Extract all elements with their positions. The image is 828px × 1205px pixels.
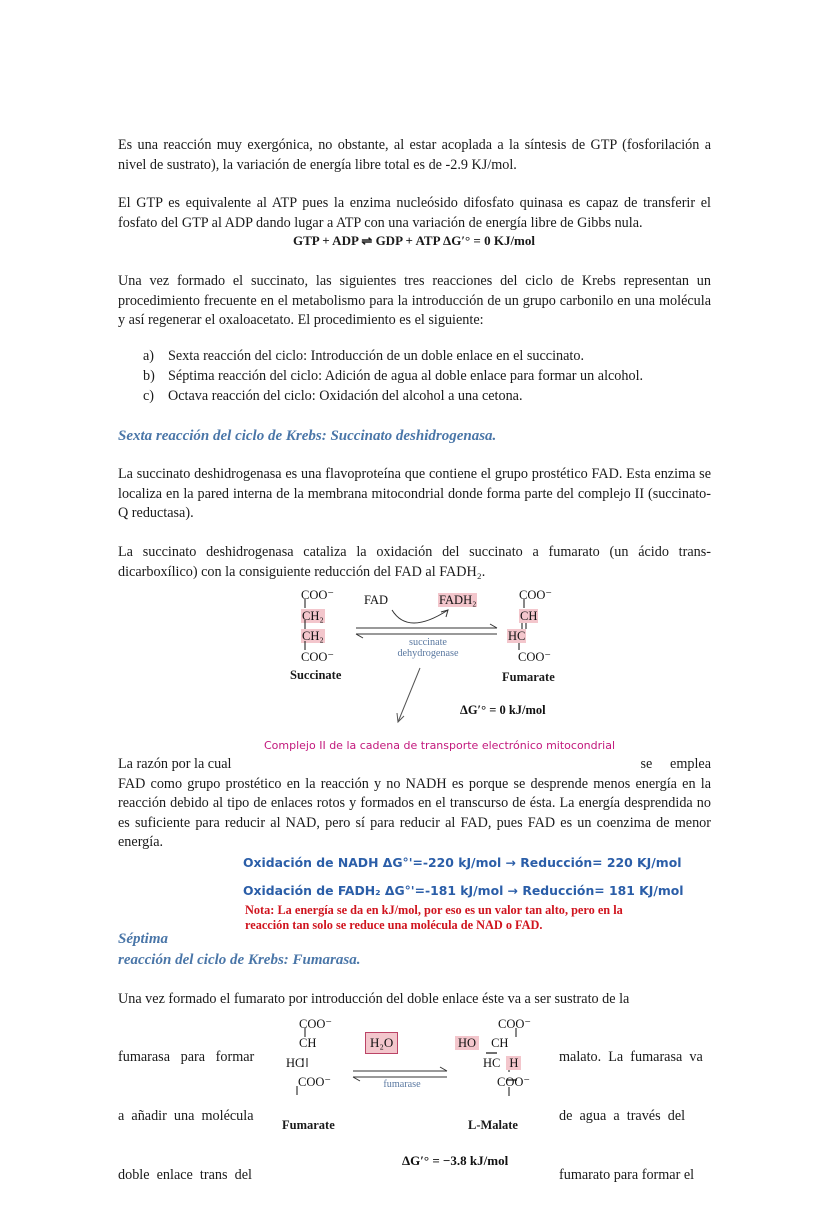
heading-septima: Séptima xyxy=(118,931,169,947)
list-item: b) Séptima reacción del ciclo: Adición de agua al doble enlace para formar un alcohol. xyxy=(143,368,644,385)
paragraph-fumarase-line1: Una vez formado el fumarato por introducción del doble enlace éste va a ser sustrato de la xyxy=(118,991,630,1007)
paragraph-gtp-atp: El GTP es equivalente al ATP pues la enzima nucleósido difosfato quinasa es capaz de transferir el fosfato del GTP al ADP dando lugar a ATP con una variación de energía libre de Gibbs nula. xyxy=(118,195,711,231)
water-label: H₂O xyxy=(365,1032,398,1054)
malate-label: L-Malate xyxy=(468,1118,518,1132)
fumarase-enzyme-label: fumarase xyxy=(383,1079,421,1090)
fumarate-label: Fumarate xyxy=(502,670,555,684)
succinate-label: Succinate xyxy=(290,668,342,682)
succinate-structure: COO⁻ CH₂ CH₂ COO⁻ xyxy=(301,588,334,665)
energy-nota: Nota: La energía se da en kJ/mol, por eso es un valor tan alto, pero en la reacción tan solo se reduce una molécula de NAD o FAD. xyxy=(245,903,623,933)
fumarate-structure-2: COO⁻ CH HC COO⁻ xyxy=(286,1017,332,1089)
paragraph-succinate-procedure: Una vez formado el succinato, las siguientes tres reacciones del ciclo de Krebs representan un procedimiento frecuente en el metabolismo para la introducción de un grupo carbonilo en una molécula y así regenerar el oxaloacetato. El procedimiento es el siguiente: xyxy=(118,273,711,329)
fadh2-oxidation-note: Oxidación de FADH₂ ΔG°'=-181 kJ/mol → Reducción= 181 KJ/mol xyxy=(243,883,684,898)
delta-g-fumarase: ΔG′° = −3.8 kJ/mol xyxy=(402,1153,509,1168)
complex-ii-annotation: Complejo II de la cadena de transporte electrónico mitocondrial xyxy=(264,739,616,752)
fad-label: FAD xyxy=(364,593,389,607)
gtp-equation: GTP + ADP ⇌ GDP + ATP ΔG′° = 0 KJ/mol xyxy=(292,233,535,248)
fadh2-label: FADH₂ xyxy=(439,593,477,607)
malate-structure: COO⁻ HO CH HC H COO⁻ xyxy=(455,1015,531,1092)
paragraph-fumarase-left: fumarasa para formar a añadir una molécula doble enlace trans del xyxy=(118,1049,255,1183)
enzyme-label: succinate dehydrogenase xyxy=(397,637,459,659)
paragraph-fumarase-right: malato. La fumarasa va de agua a través del fumarato para formar el xyxy=(559,1049,703,1183)
list-item: a) Sexta reacción del ciclo: Introducción de un doble enlace en el succinato. xyxy=(143,348,584,364)
paragraph-oxidation: La succinato deshidrogenasa cataliza la oxidación del succinato a fumarato (un ácido trans-dicarboxílico) con la consiguiente reducción del FAD al FADH₂. xyxy=(118,544,711,580)
heading-sexta-reaccion: Sexta reacción del ciclo de Krebs: Succinato deshidrogenasa. xyxy=(118,428,497,444)
nadh-oxidation-note: Oxidación de NADH ΔG°'=-220 kJ/mol → Reducción= 220 KJ/mol xyxy=(243,855,682,870)
paragraph-exergonic: Es una reacción muy exergónica, no obstante, al estar acoplada a la síntesis de GTP (fosforilación a nivel de sustrato), la variación de energía libre total es de -2.9 KJ/mol. xyxy=(118,137,711,173)
fumarate-label-2: Fumarate xyxy=(282,1118,335,1132)
paragraph-flavoprotein: La succinato deshidrogenasa es una flavoproteína que contiene el grupo prostético FAD. Esta enzima se localiza en la pared interna de la membrana mitocondrial donde forma parte del complejo II (succinato-Q reductasa). xyxy=(118,466,711,522)
fumarate-structure: COO⁻ CH HC COO⁻ xyxy=(508,588,552,665)
delta-g-succinate: ΔG′° = 0 kJ/mol xyxy=(460,703,546,717)
heading-septima-fumarasa: reacción del ciclo de Krebs: Fumarasa. xyxy=(118,952,361,968)
list-item: c) Octava reacción del ciclo: Oxidación del alcohol a una cetona. xyxy=(143,388,523,405)
paragraph-fad-reason: La razón por la cual se emplea FAD como grupo prostético en la reacción y no NADH es porque se desprende menos energía en la reacción debido al tipo de enlaces rotos y formados en el transcurso de ésta. La energía desprendida no es suficiente para reducir al NAD, pero sí para reducir al FAD, pues FAD es un coenzima de menor energía. xyxy=(118,756,711,851)
